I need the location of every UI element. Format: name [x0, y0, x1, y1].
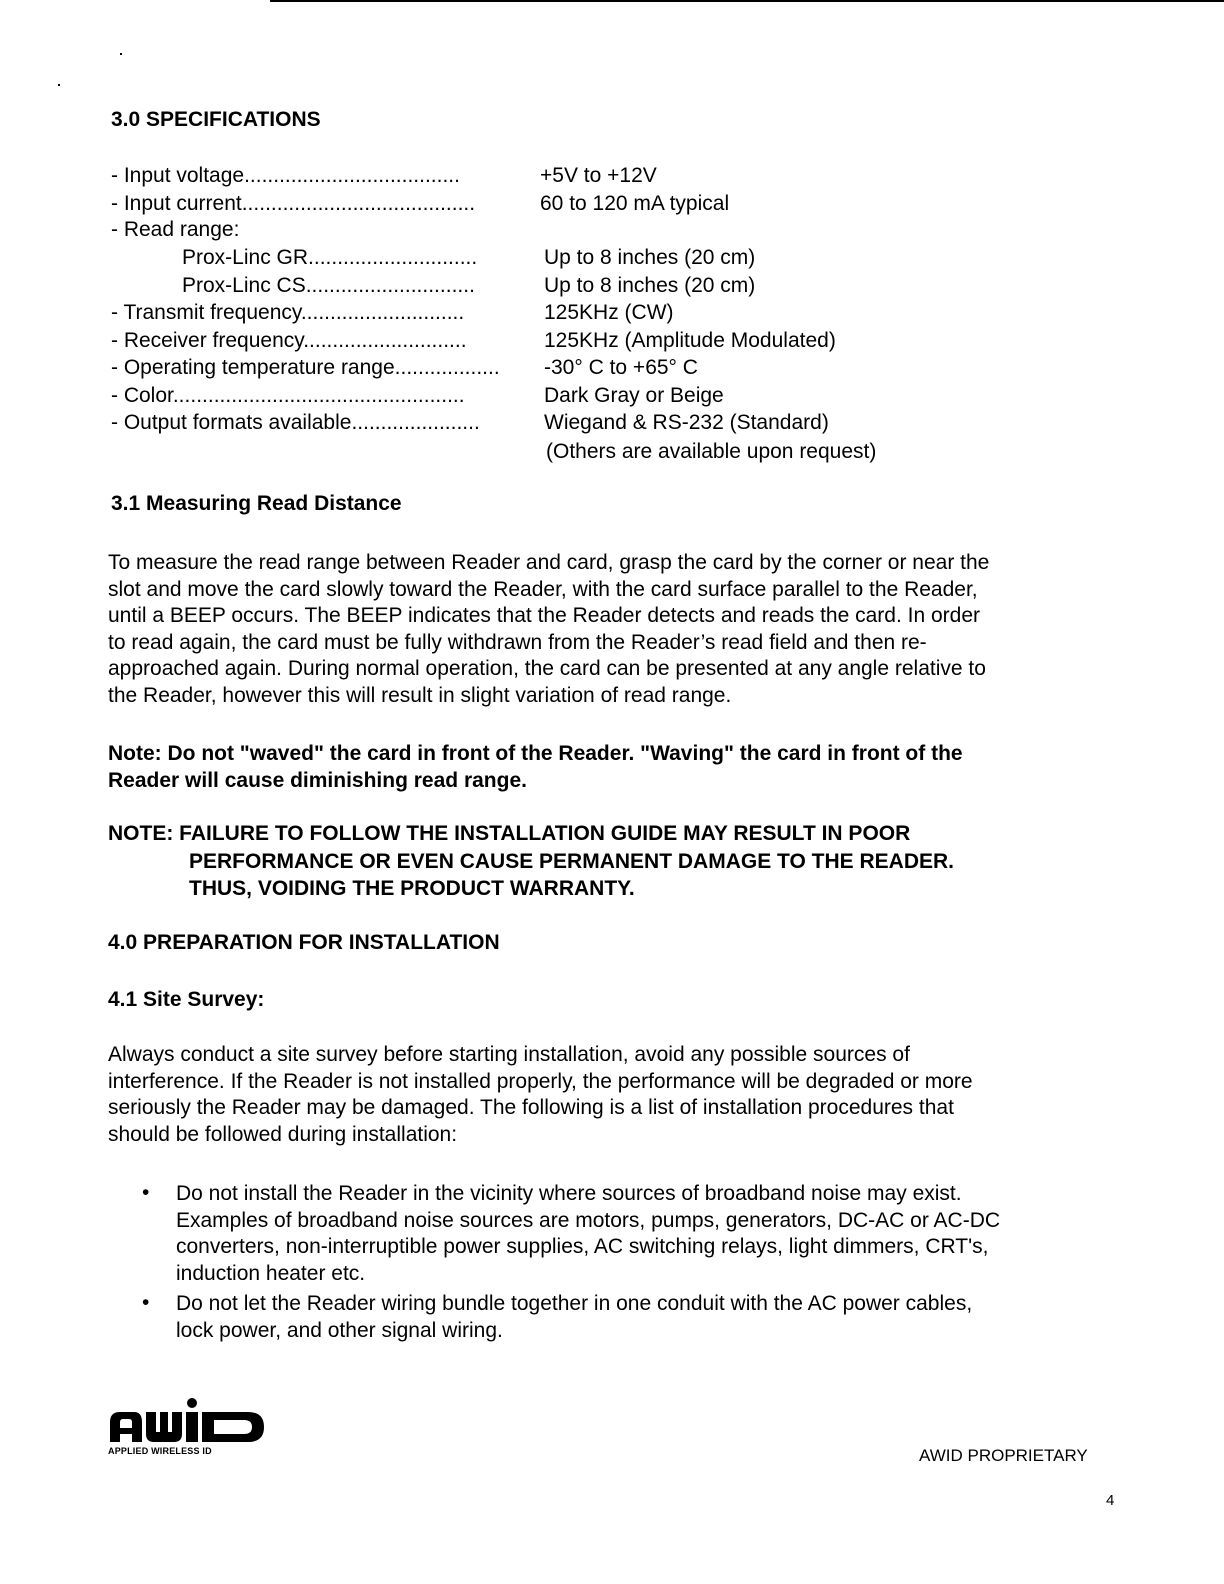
bullet-line: Do not install the Reader in the vicinity where sources of broadband noise may exist. — [176, 1182, 962, 1205]
spec-value: (Others are available upon request) — [546, 440, 877, 463]
paragraph-line: until a BEEP occurs. The BEEP indicates that the Reader detects and reads the card. In order — [108, 604, 981, 628]
paragraph-line: slot and move the card slowly toward the Reader, with the card surface parallel to the Reader, — [108, 577, 978, 601]
spec-label: Prox-Linc GR............................. — [182, 246, 478, 269]
warning-note-line: PERFORMANCE OR EVEN CAUSE PERMANENT DAMAGE TO THE READER. — [189, 850, 955, 873]
heading-specifications: 3.0 SPECIFICATIONS — [111, 108, 321, 131]
bullet-icon: • — [142, 1181, 150, 1204]
footer-proprietary: AWID PROPRIETARY — [919, 1446, 1088, 1465]
bullet-item — [176, 1291, 972, 1344]
spec-value: Up to 8 inches (20 cm) — [544, 246, 756, 269]
heading-site-survey: 4.1 Site Survey: — [108, 988, 265, 1011]
note-line: Note: Do not "waved" the card in front of the Reader. "Waving" the card in front of the — [108, 742, 963, 765]
heading-measuring-read-distance: 3.1 Measuring Read Distance — [111, 492, 402, 515]
note-waving — [108, 741, 1118, 794]
spec-value: Wiegand & RS-232 (Standard) — [544, 411, 829, 434]
bullet-item — [176, 1181, 1000, 1287]
warning-note-line: NOTE: FAILURE TO FOLLOW THE INSTALLATION GUIDE MAY RESULT IN POOR — [108, 822, 911, 845]
spec-value: 125KHz (Amplitude Modulated) — [544, 329, 836, 352]
spec-value: Up to 8 inches (20 cm) — [544, 274, 756, 297]
site-survey-paragraph — [108, 1042, 1118, 1148]
paragraph-line: approached again. During normal operation, the card can be presented at any angle relative to — [108, 657, 986, 681]
spec-label: Prox-Linc CS............................. — [182, 274, 475, 297]
spec-value: 125KHz (CW) — [544, 301, 674, 324]
warning-note-line: THUS, VOIDING THE PRODUCT WARRANTY. — [189, 877, 635, 900]
note-line: Reader will cause diminishing read range. — [108, 768, 527, 792]
spec-label: - Color.................................................. — [111, 384, 465, 407]
awid-logo — [108, 1398, 268, 1444]
paragraph-line: should be followed during installation: — [108, 1122, 458, 1146]
paragraph-line: interference. If the Reader is not installed properly, the performance will be degraded or more — [108, 1069, 973, 1093]
bullet-line: Do not let the Reader wiring bundle together in one conduit with the AC power cables, — [176, 1292, 973, 1315]
scan-speck — [120, 53, 122, 55]
scan-speck — [58, 84, 60, 86]
spec-label: - Input current........................................ — [111, 192, 476, 215]
spec-label: - Transmit frequency............................ — [111, 301, 465, 324]
spec-label: - Receiver frequency............................ — [111, 329, 467, 352]
paragraph-line: to read again, the card must be fully withdrawn from the Reader’s read field and then re- — [108, 630, 927, 654]
paragraph-line: To measure the read range between Reader and card, grasp the card by the corner or near the — [108, 551, 990, 574]
paragraph-line: seriously the Reader may be damaged. The following is a list of installation procedures that — [108, 1096, 954, 1120]
paragraph-line: the Reader, however this will result in slight variation of read range. — [108, 683, 732, 707]
spec-value: 60 to 120 mA typical — [540, 192, 730, 215]
bullet-line: converters, non-interruptible power supplies, AC switching relays, light dimmers, CRT's, — [176, 1235, 989, 1259]
bullet-line: lock power, and other signal wiring. — [176, 1318, 503, 1342]
heading-preparation: 4.0 PREPARATION FOR INSTALLATION — [108, 931, 500, 954]
spec-label: - Read range: — [111, 218, 240, 241]
measuring-paragraph — [108, 550, 1118, 710]
spec-value: -30° C to +65° C — [544, 356, 698, 379]
spec-label: - Input voltage..................................... — [111, 164, 460, 187]
bullet-line: induction heater etc. — [176, 1261, 366, 1285]
paragraph-line: Always conduct a site survey before starting installation, avoid any possible sources of — [108, 1043, 910, 1066]
spec-value: +5V to +12V — [540, 164, 657, 187]
spec-value: Dark Gray or Beige — [544, 384, 724, 407]
page-number: 4 — [1106, 1492, 1115, 1509]
bullet-icon: • — [142, 1291, 150, 1314]
spec-label: - Operating temperature range.................. — [111, 356, 500, 379]
logo-subtext: APPLIED WIRELESS ID — [108, 1446, 212, 1456]
top-rule — [270, 0, 1224, 2]
spec-label: - Output formats available...................... — [111, 411, 480, 434]
bullet-line: Examples of broadband noise sources are motors, pumps, generators, DC-AC or AC-DC — [176, 1208, 1001, 1232]
